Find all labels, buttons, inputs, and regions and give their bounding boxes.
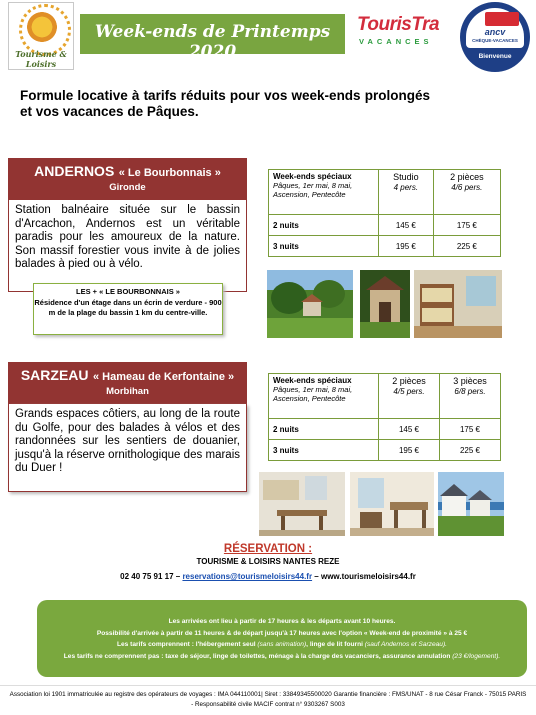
col-label: 3 pièces	[453, 376, 487, 386]
andernos-plus-title: LES + « LE BOURBONNAIS »	[76, 287, 180, 296]
title-banner	[80, 14, 345, 62]
ancv-logo	[460, 2, 530, 72]
info-italic: (sauf Andernos et Sarzeau).	[364, 641, 448, 648]
table-header-cell	[269, 170, 379, 215]
table-row	[269, 236, 501, 257]
col-label: 2 pièces	[392, 376, 426, 386]
table-head-label: Week-ends spéciaux	[273, 376, 352, 385]
tourisme-loisirs-logo	[8, 2, 74, 70]
ancv-sub: CHÈQUE-VACANCES	[472, 38, 518, 43]
info-italic: (23 €/logement).	[452, 652, 501, 660]
andernos-photo-building	[360, 270, 410, 338]
table-header-cell	[269, 374, 379, 419]
col-label: 2 pièces	[450, 172, 484, 182]
table-col-header	[433, 170, 500, 215]
info-line-excluded	[37, 651, 527, 663]
logo-text: Tourisme & Loisirs	[15, 49, 67, 69]
sarzeau-region: Morbihan	[106, 386, 149, 397]
andernos-place: « Le Bourbonnais »	[118, 167, 221, 179]
legal-footer-text: Association loi 1901 immatriculée au registre des opérateurs de voyages : IMA 044110001| Siret : 33849345500020 Garantie financière : FMS/UNAT - 8 rue César Franck - 75015 PARIS - Responsabilité civile MACIF contrat n° 9303267 S003	[9, 691, 527, 708]
table-row	[269, 440, 501, 461]
reservation-website[interactable]: – www.tourismeloisirs44.fr	[312, 572, 416, 581]
andernos-description: Station balnéaire située sur le bassin d'Arcachon, Andernos est un véritable paradis pour les amoureux de la nature. Son massif forestier vous invite à de jolies balades à pied ou à vélo.	[8, 200, 247, 292]
col-pers: 6/8 pers.	[454, 387, 486, 396]
price-cell: 175 €	[440, 419, 501, 440]
sarzeau-photo-living	[350, 472, 434, 536]
andernos-header	[8, 158, 247, 200]
reservation-email-link[interactable]: reservations@tourismeloisirs44.fr	[182, 572, 313, 581]
row-label: 2 nuits	[269, 215, 379, 236]
info-line-option: Possibilité d'arrivée à partir de 11 heures & de départ jusqu'à 17 heures avec l'option « Week-end de proximité » à 25 €	[96, 629, 468, 637]
ancv-logo-panel	[466, 8, 524, 48]
col-pers: 4/6 pers.	[451, 183, 483, 192]
table-head-detail: Pâques, 1er mai, 8 mai, Ascension, Pentecôte	[273, 385, 353, 403]
col-pers: 4 pers.	[393, 183, 419, 192]
legal-footer	[0, 685, 536, 715]
price-cell: 225 €	[433, 236, 500, 257]
touristra-logo-name: TourisTra	[357, 14, 440, 35]
andernos-price-table	[268, 169, 501, 257]
intro-text: Formule locative à tarifs réduits pour vos week-ends prolongés et vos vacances de Pâques.	[20, 88, 430, 119]
price-cell: 175 €	[433, 215, 500, 236]
andernos-photo-bedroom	[414, 270, 502, 338]
price-cell: 145 €	[379, 215, 434, 236]
table-head-label: Week-ends spéciaux	[273, 172, 352, 181]
sarzeau-photo-kitchen	[259, 472, 345, 536]
row-label: 3 nuits	[269, 440, 379, 461]
info-text: Les tarifs comprennent : l'hébergement seul	[116, 641, 258, 648]
reservation-contact	[0, 572, 536, 581]
andernos-plus-text: Résidence d'un étage dans un écrin de verdure - 900 m de la plage du bassin 1 km du centre-ville.	[34, 297, 222, 317]
info-box	[37, 600, 527, 677]
col-pers: 4/5 pers.	[393, 387, 425, 396]
info-line-included	[37, 639, 527, 651]
andernos-region: Gironde	[109, 182, 146, 193]
andernos-photo-garden	[267, 270, 353, 338]
price-cell: 225 €	[440, 440, 501, 461]
table-row	[269, 419, 501, 440]
price-cell: 195 €	[379, 236, 434, 257]
sarzeau-place: « Hameau de Kerfontaine »	[92, 371, 235, 383]
sarzeau-description: Grands espaces côtiers, au long de la route du Golfe, pour des balades à vélos et des randonnées sur les sentiers de douanier, jusqu'à la réserve ornithologique des marais du Duer !	[8, 404, 247, 492]
table-head-detail: Pâques, 1er mai, 8 mai, Ascension, Pentecôte	[273, 181, 353, 199]
reservation-org: TOURISME & LOISIRS NANTES REZE	[196, 557, 340, 566]
page-title: Week-ends de Printemps 2020	[94, 22, 331, 62]
info-line-arrivals: Les arrivées ont lieu à partir de 17 heures & les départs avant 10 heures.	[168, 618, 396, 625]
price-cell: 195 €	[379, 440, 440, 461]
row-label: 3 nuits	[269, 236, 379, 257]
touristra-logo	[353, 8, 445, 52]
sun-icon	[23, 8, 61, 46]
table-row	[269, 215, 501, 236]
col-label: Studio	[393, 172, 419, 182]
table-col-header	[379, 170, 434, 215]
table-col-header	[440, 374, 501, 419]
sarzeau-header	[8, 362, 247, 404]
andernos-plus-box	[33, 283, 223, 335]
table-col-header	[379, 374, 440, 419]
info-text: , linge de lit fourni	[306, 641, 365, 648]
reservation-phone: 02 40 75 91 17 –	[120, 572, 183, 581]
page-header	[8, 2, 530, 74]
ancv-bienvenue: Bienvenue	[478, 53, 512, 60]
sarzeau-price-table	[268, 373, 501, 461]
ancv-swoosh-icon	[485, 12, 519, 26]
row-label: 2 nuits	[269, 419, 379, 440]
sarzeau-city: SARZEAU	[20, 367, 89, 383]
price-cell: 145 €	[379, 419, 440, 440]
sarzeau-photo-houses	[438, 472, 504, 536]
info-text: Les tarifs ne comprennent pas : taxe de séjour, linge de toilettes, ménage à la charge des vacanciers, assurance annulation	[63, 652, 453, 660]
reservation-title: RÉSERVATION :	[223, 543, 313, 555]
ancv-name: ancv	[484, 27, 506, 37]
touristra-logo-sub: VACANCES	[359, 37, 433, 46]
andernos-city: ANDERNOS	[34, 163, 115, 179]
info-italic: (sans animation)	[257, 641, 307, 648]
